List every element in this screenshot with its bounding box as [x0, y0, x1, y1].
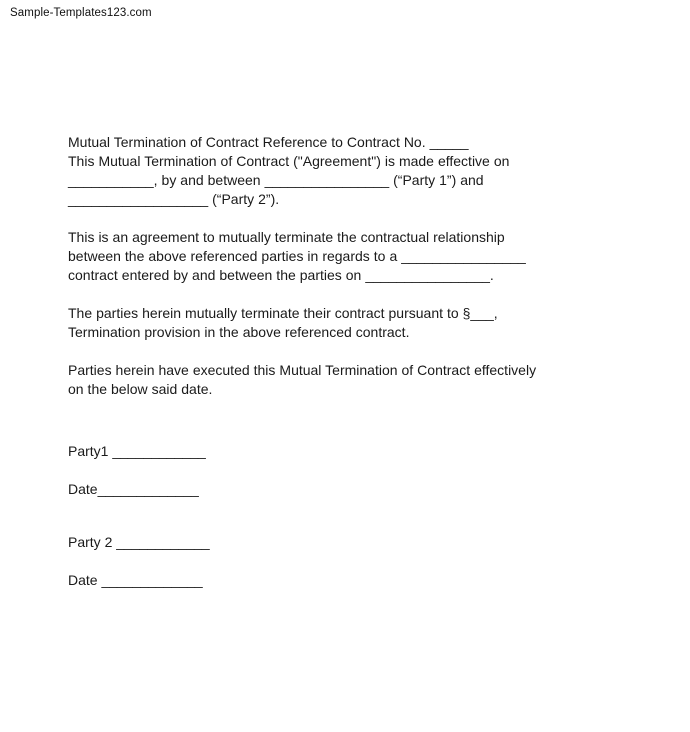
- paragraph-line: contract entered by and between the parties on ________________.: [68, 267, 494, 283]
- paragraph-line: Mutual Termination of Contract Reference to Contract No. _____: [68, 134, 469, 150]
- paragraph-line: ___________, by and between ________________ (“Party 1”) and: [68, 172, 484, 188]
- paragraph-line: __________________ (“Party 2”).: [68, 191, 280, 207]
- document-body: [68, 133, 634, 399]
- paragraph-line: between the above referenced parties in regards to a ________________: [68, 248, 526, 264]
- paragraph-line: on the below said date.: [68, 381, 213, 397]
- paragraph-line: This Mutual Termination of Contract ("Agreement") is made effective on: [68, 153, 510, 169]
- paragraph-spacer: [68, 285, 634, 304]
- paragraph-termination-provision: [68, 304, 634, 342]
- paragraph-line: The parties herein mutually terminate their contract pursuant to §___,: [68, 305, 498, 321]
- signature-spacer: [68, 499, 468, 533]
- signature-spacer: [68, 461, 468, 480]
- paragraph-spacer: [68, 209, 634, 228]
- signature-line-party1-date: Date_____________: [68, 481, 199, 497]
- signature-spacer: [68, 552, 468, 571]
- paragraph-line: Termination provision in the above referenced contract.: [68, 324, 410, 340]
- site-watermark: Sample-Templates123.com: [10, 7, 152, 19]
- signature-line-party2: Party 2 ____________: [68, 534, 210, 550]
- paragraph-agreement-purpose: [68, 228, 634, 285]
- signature-line-party1: Party1 ____________: [68, 443, 206, 459]
- paragraph-execution-statement: [68, 361, 634, 399]
- signature-block: [68, 442, 468, 590]
- paragraph-line: This is an agreement to mutually terminate the contractual relationship: [68, 229, 505, 245]
- signature-line-party2-date: Date _____________: [68, 572, 203, 588]
- paragraph-heading-reference: [68, 133, 634, 209]
- paragraph-line: Parties herein have executed this Mutual Termination of Contract effectively: [68, 362, 537, 378]
- paragraph-spacer: [68, 342, 634, 361]
